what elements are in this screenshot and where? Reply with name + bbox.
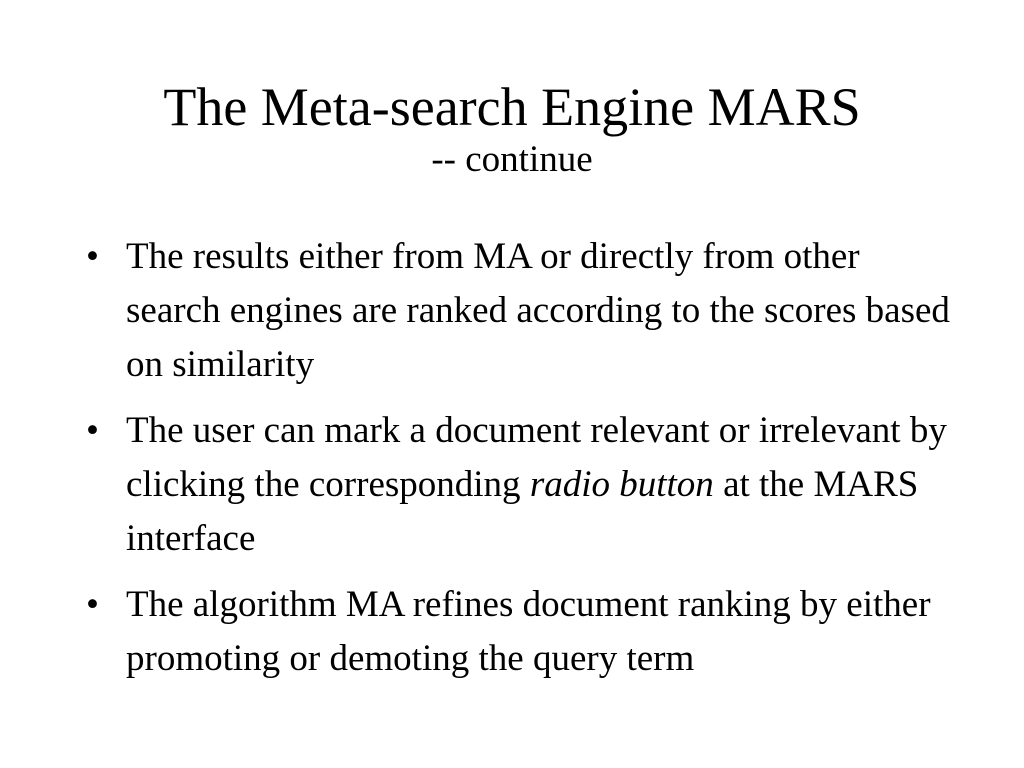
bullet-emphasis: radio button [529, 464, 714, 505]
bullet-text: The results either from MA or directly from other search engines are ranked according to the scores based on similarity [126, 236, 950, 385]
bullet-item-1 [86, 230, 956, 392]
title-block [0, 76, 1024, 182]
bullet-item-3 [86, 578, 956, 686]
bullet-list [86, 230, 956, 698]
slide-title: The Meta-search Engine MARS [163, 77, 861, 137]
bullet-text-before: The user can mark a document relevant or irrelevant by clicking the corresponding [126, 410, 947, 505]
bullet-icon: • [86, 410, 99, 451]
bullet-icon: • [86, 584, 99, 625]
slide-subtitle: -- continue [431, 139, 593, 180]
bullet-text-after: at the MARS interface [126, 464, 919, 559]
bullet-text: The algorithm MA refines document ranking by either promoting or demoting the query term [126, 584, 931, 679]
bullet-item-2 [86, 404, 956, 566]
bullet-icon: • [86, 236, 99, 277]
